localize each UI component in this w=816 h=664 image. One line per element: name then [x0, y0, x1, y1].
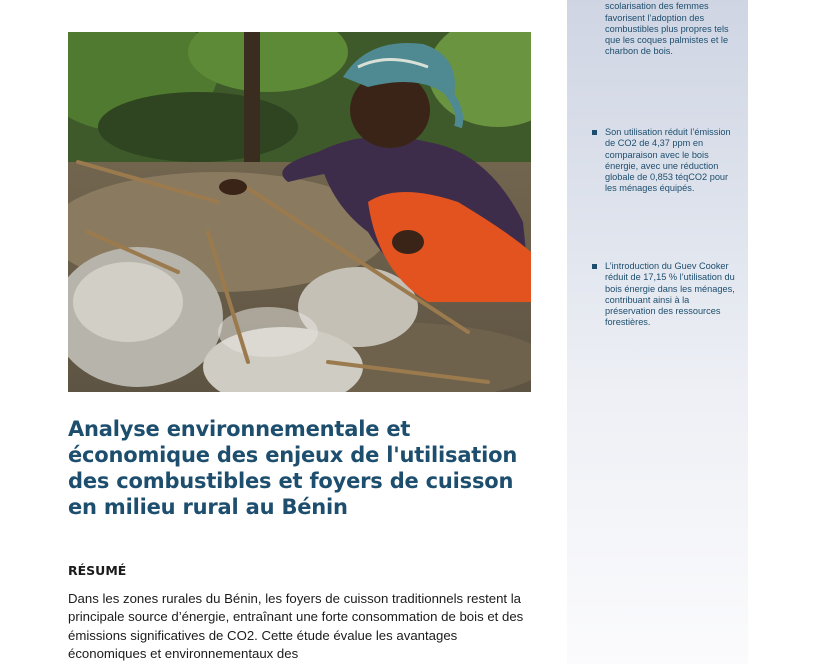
bullet-square-icon	[592, 264, 597, 269]
cover-photo	[68, 32, 531, 392]
finding-item	[592, 127, 742, 195]
resume-paragraph: Dans les zones rurales du Bénin, les foyers de cuisson traditionnels restent la principale source d’énergie, entraînant une forte consommation de bois et des émissions significatives de CO2. Cette étude évalue les avantages économiques et environnementaux des	[68, 591, 524, 662]
finding-item	[592, 261, 742, 329]
bullet-square-icon	[592, 130, 597, 135]
cooking-fire-photo	[68, 32, 531, 392]
resume-heading: RÉSUMÉ	[68, 563, 127, 578]
finding-item	[592, 0, 742, 58]
key-findings-sidebar	[567, 0, 748, 664]
article-title: Analyse environnementale et économique des enjeux de l'utilisation des combustibles et foyers de cuisson en milieu rural au Bénin	[68, 417, 518, 519]
finding-text: scolarisation des femmes favorisent l’adoption des combustibles plus propres tels que les coques palmistes et le charbon de bois.	[605, 1, 729, 57]
finding-text: L’introduction du Guev Cooker réduit de 17,15 % l’utilisation du bois énergie dans les ménages, contribuant ainsi à la préservation des ressources forestières.	[605, 261, 735, 328]
finding-text: Son utilisation réduit l’émission de CO2 de 4,37 ppm en comparaison avec le bois énergie, avec une réduction globale de 0,853 téqCO2 pour les ménages équipés.	[605, 127, 731, 194]
